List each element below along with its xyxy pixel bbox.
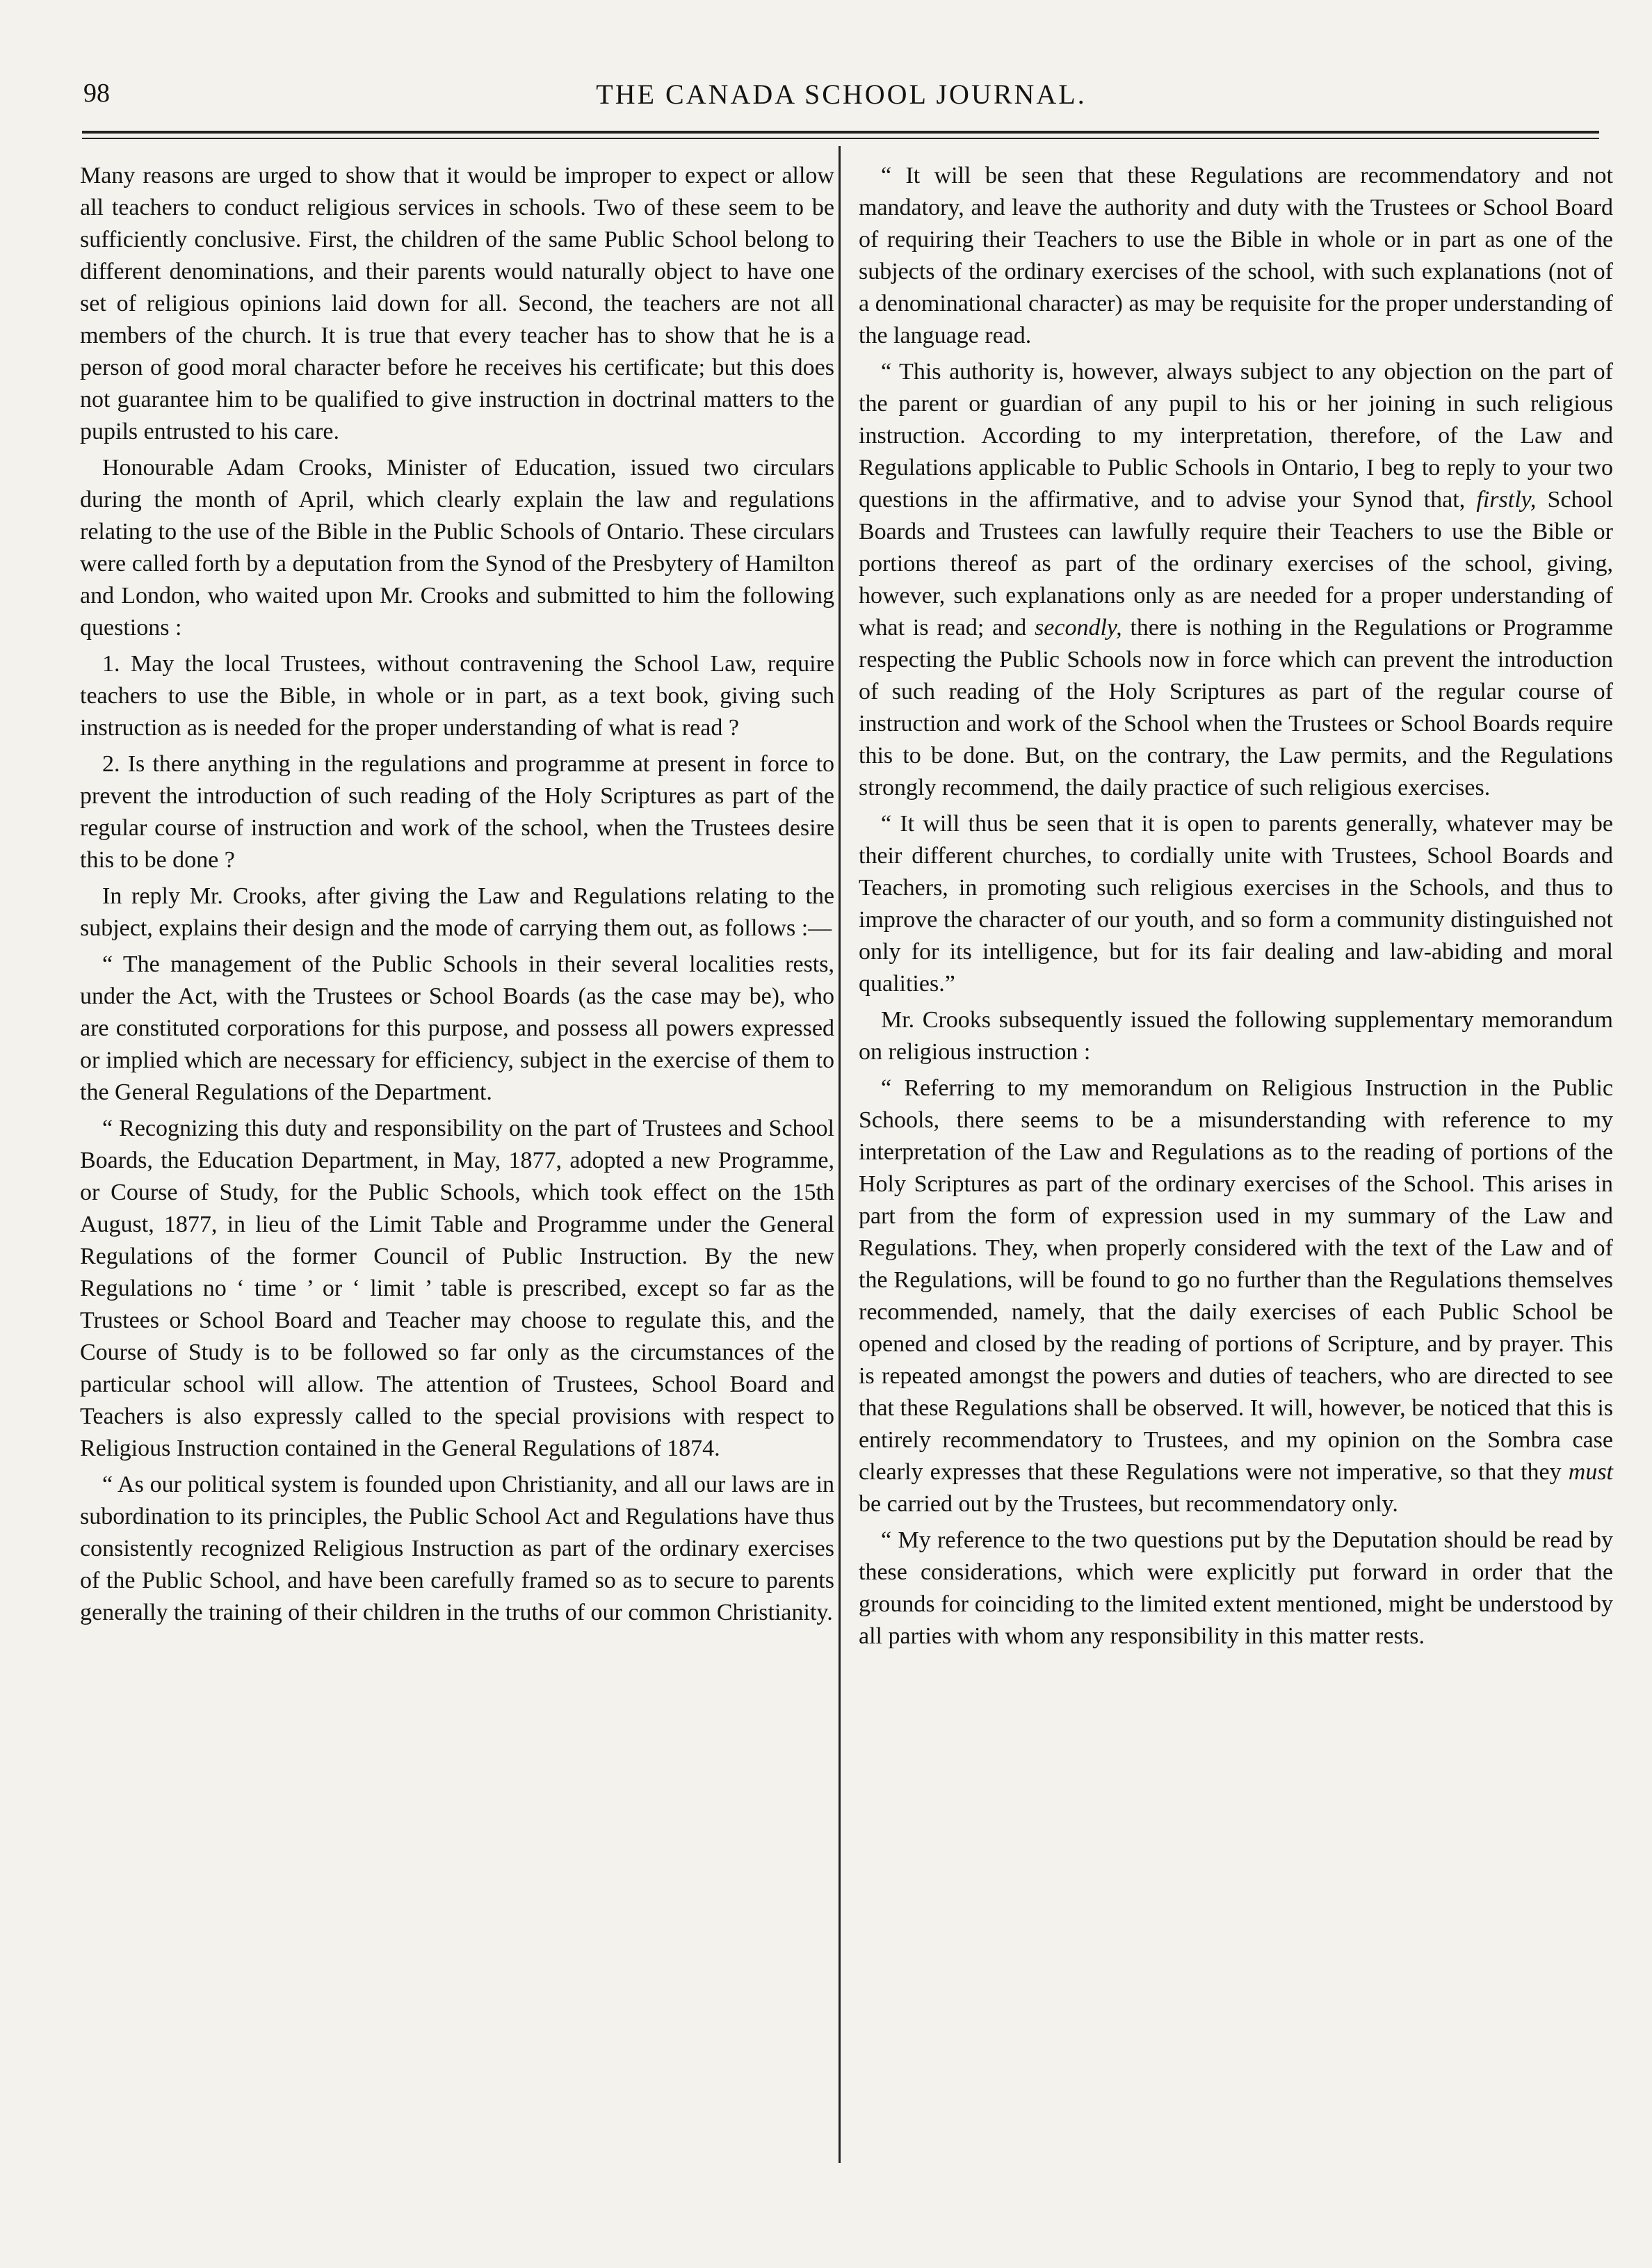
header-rule-thick [82, 131, 1599, 134]
question-2: 2. Is there anything in the regulations and programme at present in force to prevent the introduction of such reading of the Holy Scriptures as part of the regular course of instruction and work of the school, when the Trustees desire this to be done ? [80, 751, 834, 873]
paragraph: In reply Mr. Crooks, after giving the Law and Regulations relating to the subject, explains their design and the mode of carrying them out, as follows :— [80, 883, 834, 941]
italic-firstly: firstly, [1476, 487, 1537, 513]
right-column [859, 160, 1613, 1652]
left-column [80, 160, 834, 1629]
quoted-paragraph: “ Recognizing this duty and responsibility on the part of Trustees and School Boards, the Education Department, in May, 1877, adopted a new Programme, or Course of Study, for the Public Schools, which took effect on the 15th August, 1877, in lieu of the Limit Table and Programme under the General Regulations of the former Council of Public Instruction. By the new Regulations no ‘ time ’ or ‘ limit ’ table is prescribed, except so far as the Trustees or School Board and Teacher may choose to regulate this, and the Course of Study is to be followed so far only as the circumstances of the particular school will allow. The attention of Trustees, School Board and Teachers is also expressly called to the special provisions with respect to Religious Instruction contained in the General Regulations of 1874. [80, 1116, 834, 1461]
quoted-paragraph [859, 356, 1613, 804]
italic-must: must [1568, 1459, 1613, 1485]
text-run: be carried out by the Trustees, but recommendatory only. [859, 1491, 1398, 1517]
text-run: “ Referring to my memorandum on Religious Instruction in the Public Schools, there seems to be a misunderstanding with reference to my interpretation of the Law and Regulations as to the reading of portions of the Holy Scriptures as part of the ordinary exercises of the School. This arises in part from the form of expression used in my summary of the Law and Regulations. They, when properly considered with the text of the Law and of the Regulations, will be found to go no further than the Regulations themselves recommended, namely, that the daily exercises of each Public School be opened and closed by the reading of portions of Scripture, and by prayer. This is repeated amongst the powers and duties of teachers, who are directed to see that these Regulations shall be observed. It will, however, be noticed that this is entirely recommendatory to Trustees, and my opinion on the Sombra case clearly expresses that these Regulations were not imperative, so that they [859, 1075, 1613, 1485]
text-run: School Boards and Trustees can lawfully require their Teachers to use the Bible or portions thereof as part of the ordinary exercises of the school, giving, however, such explanations only as are needed for a proper understanding of what is read; and [859, 487, 1613, 641]
column-divider [839, 146, 841, 2163]
paragraph: Many reasons are urged to show that it would be improper to expect or allow all teachers to conduct religious services in schools. Two of these seem to be sufficiently conclusive. First, the children of the same Public School belong to different denominations, and their parents would naturally object to have one set of religious opinions laid down for all. Second, the teachers are not all members of the church. It is true that every teacher has to show that he is a person of good moral character before he receives his certificate; but this does not guarantee him to be qualified to give instruction in doctrinal matters to the pupils entrusted to his care. [80, 163, 834, 444]
quoted-paragraph: “ The management of the Public Schools in their several localities rests, under the Act, with the Trustees or School Boards (as the case may be), who are constituted corporations for this purpose, and possess all powers expressed or implied which are necessary for efficiency, subject in the exercise of them to the General Regulations of the Department. [80, 951, 834, 1105]
question-1: 1. May the local Trustees, without contravening the School Law, require teachers to use the Bible, in whole or in part, as a text book, giving such instruction as is needed for the proper understanding of what is read ? [80, 651, 834, 741]
header-rule-thin [82, 138, 1599, 139]
quoted-paragraph: “ It will be seen that these Regulations are recommendatory and not mandatory, and leave the authority and duty with the Trustees or School Board of requiring their Teachers to use the Bible in whole or in part as one of the subjects of the ordinary exercises of the school, with such explanations (not of a denominational character) as may be requisite for the proper understanding of the language read. [859, 163, 1613, 348]
text-run: there is nothing in the Regulations or Programme respecting the Public Schools now in force which can prevent the introduction of such reading of the Holy Scriptures as part of the regular course of instruction and work of the School when the Trustees or School Boards require this to be done. But, on the contrary, the Law permits, and the Regulations strongly recommend, the daily practice of such religious exercises. [859, 615, 1614, 801]
quoted-paragraph: “ My reference to the two questions put by the Deputation should be read by these considerations, which were explicitly put forward in order that the grounds for coinciding to the limited extent mentioned, might be understood by all parties with whom any responsibility in this matter rests. [859, 1527, 1613, 1649]
italic-secondly: secondly, [1035, 615, 1122, 641]
quoted-paragraph [859, 1072, 1613, 1520]
page-number: 98 [83, 79, 110, 108]
paragraph: Mr. Crooks subsequently issued the following supplementary memorandum on religious instruction : [859, 1007, 1613, 1065]
text-run: “ This authority is, however, always subject to any objection on the part of the parent or guardian of any pupil to his or her joining in such religious instruction. According to my interpretation, therefore, of the Law and Regulations applicable to Public Schools in Ontario, I beg to reply to your two questions in the affirmative, and to advise your Synod that, [859, 359, 1613, 513]
quoted-paragraph: “ It will thus be seen that it is open to parents generally, whatever may be their different churches, to cordially unite with Trustees, School Boards and Teachers, in promoting such religious exercises in the Schools, and thus to improve the character of our youth, and so form a community distinguished not only for its intelligence, but for its fair dealing and law-abiding and moral qualities.” [859, 811, 1613, 997]
journal-title: THE CANADA SCHOOL JOURNAL. [596, 79, 1087, 110]
quoted-paragraph: “ As our political system is founded upon Christianity, and all our laws are in subordination to its principles, the Public School Act and Regulations have thus consistently recognized Religious Instruction as part of the ordinary exercises of the Public School, and have been carefully framed so as to secure to parents generally the training of their children in the truths of our common Christianity. [80, 1472, 834, 1625]
page-header [83, 78, 1599, 117]
paragraph: Honourable Adam Crooks, Minister of Education, issued two circulars during the month of April, which clearly explain the law and regulations relating to the use of the Bible in the Public Schools of Ontario. These circulars were called forth by a deputation from the Synod of the Presbytery of Hamilton and London, who waited upon Mr. Crooks and submitted to him the following questions : [80, 455, 834, 641]
